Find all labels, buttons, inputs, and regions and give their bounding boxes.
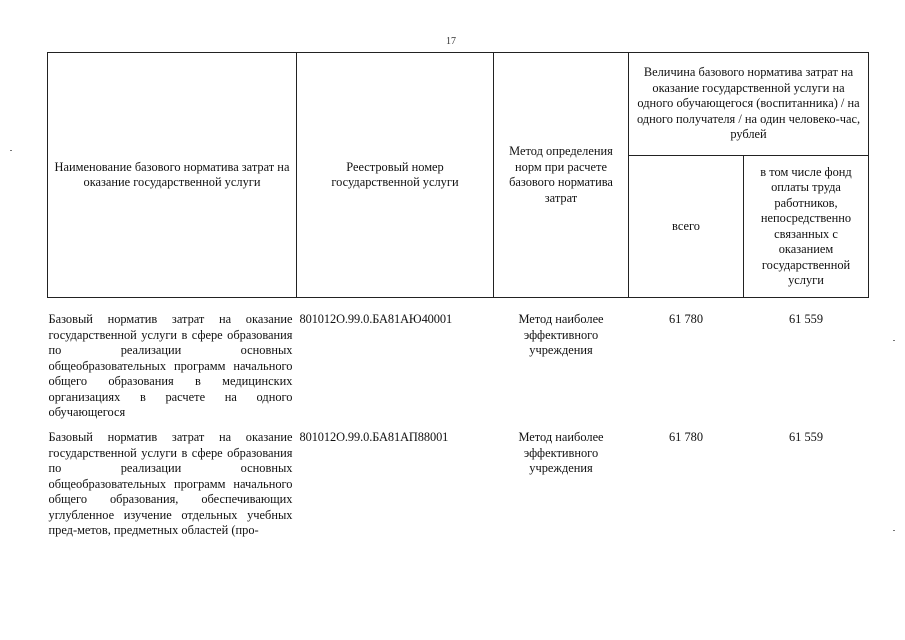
table-row [48,430,869,572]
header-total: всего [629,156,744,298]
row-name: Базовый норматив затрат на оказание государственной услуги в сфере образования по реализации основных общеобразовательных программ начального общего образования, обеспечивающих углубленное изучение отдельных учебных пред-метов, предметных областей (про- [48,430,293,537]
scan-speck [893,340,895,341]
row-registry-number: 801012О.99.0.БА81АЮ40001 [299,312,453,326]
header-value-group: Величина базового норматива затрат на оказание государственной услуги на одного обучающегося (воспитанника) / на одного получателя / на один человеко-час, рублей [629,53,869,156]
row-method: Метод наиболее эффективного учреждения [518,430,604,475]
header-name: Наименование базового норматива затрат на оказание государственной услуги [48,53,297,298]
scan-speck [10,150,12,151]
row-including-fund: 61 559 [788,430,824,444]
header-method: Метод определения норм при расчете базового норматива затрат [494,53,629,298]
row-including-fund: 61 559 [788,312,824,326]
table-header [48,53,869,298]
norms-table [47,52,869,572]
header-including-fund: в том числе фонд оплаты труда работников, непосредственно связанных с оказанием государственной услуги [744,156,869,298]
table-row [48,312,869,430]
row-total: 61 780 [668,312,704,326]
header-registry-number: Реестровый номер государственной услуги [297,53,494,298]
row-total: 61 780 [668,430,704,444]
table-body [48,298,869,573]
row-registry-number: 801012О.99.0.БА81АП88001 [299,430,449,444]
page-number: 17 [446,36,456,47]
row-name: Базовый норматив затрат на оказание государственной услуги в сфере образования по реализации основных общеобразовательных программ начального общего образования в медицинских организациях в расчете на одного обучающегося [48,312,293,419]
scan-speck [893,530,895,531]
row-method: Метод наиболее эффективного учреждения [518,312,604,357]
spacer-row [48,298,869,313]
